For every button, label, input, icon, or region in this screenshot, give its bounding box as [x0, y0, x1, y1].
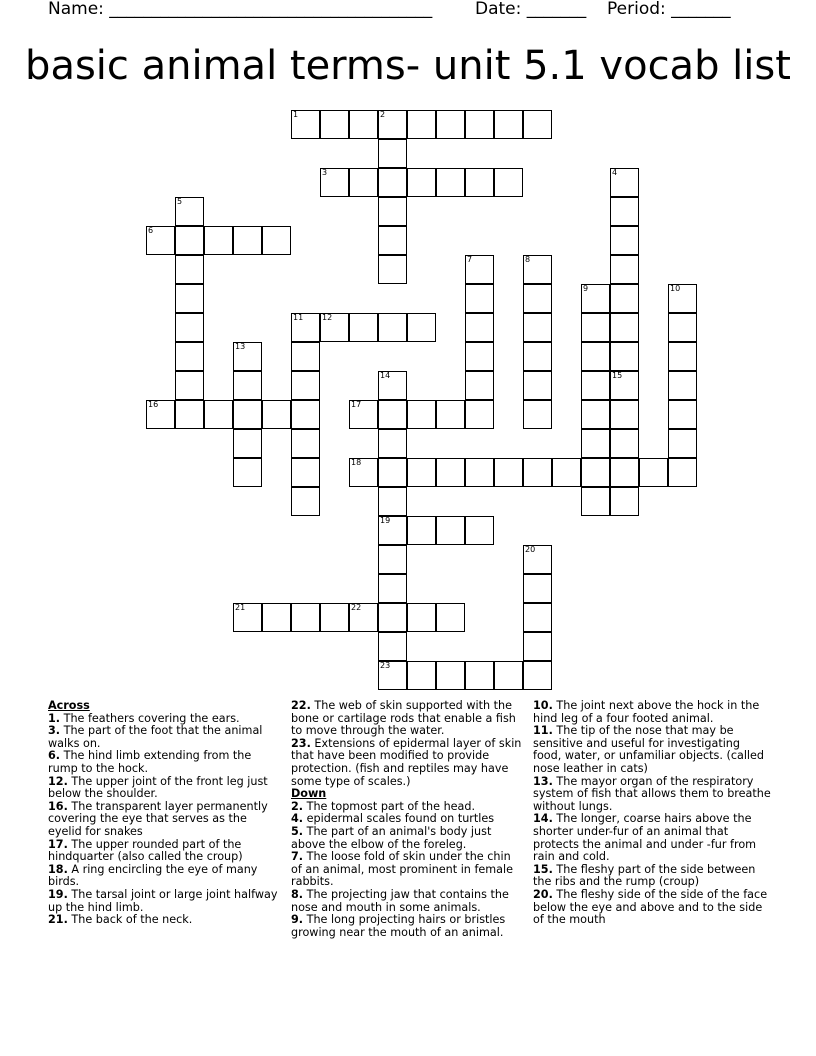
grid-cell[interactable]	[523, 400, 552, 429]
across-clue: 23. Extensions of epidermal layer of skin that have been modified to provide protection. (fish and reptiles may have some type of scales.)	[291, 736, 522, 788]
clue-number: 17	[351, 400, 362, 409]
grid-cell[interactable]	[291, 603, 320, 632]
grid-cell[interactable]	[581, 371, 610, 400]
grid-cell[interactable]	[233, 400, 262, 429]
grid-cell[interactable]	[291, 458, 320, 487]
grid-cell[interactable]	[291, 400, 320, 429]
across-clue: 17. The upper rounded part of the hindquarter (also called the croup)	[48, 837, 243, 864]
grid-cell[interactable]	[320, 168, 349, 197]
grid-cell[interactable]	[581, 313, 610, 342]
grid-cell[interactable]	[378, 429, 407, 458]
across-clue-list	[48, 713, 280, 927]
grid-cell[interactable]	[465, 516, 494, 545]
clue-number: 9	[583, 284, 589, 293]
down-clue: 20. The fleshy side of the side of the face below the eye and above and to the side of the mouth	[533, 887, 768, 927]
clue-number: 3	[322, 168, 328, 177]
grid-cell[interactable]	[349, 603, 378, 632]
clue-number: 6	[148, 226, 154, 235]
grid-cell[interactable]	[378, 487, 407, 516]
across-clue: 22. The web of skin supported with the bone or cartilage rods that enable a fish to move through the water.	[291, 699, 516, 738]
grid-cell[interactable]	[378, 313, 407, 342]
grid-cell[interactable]	[378, 632, 407, 661]
grid-cell[interactable]	[175, 313, 204, 342]
grid-cell[interactable]	[262, 400, 291, 429]
grid-cell[interactable]	[610, 458, 639, 487]
grid-cell[interactable]	[668, 429, 697, 458]
grid-cell[interactable]	[581, 284, 610, 313]
grid-cell[interactable]	[378, 168, 407, 197]
grid-cell[interactable]	[378, 603, 407, 632]
grid-cell[interactable]	[523, 545, 552, 574]
across-clue: 19. The tarsal joint or large joint halfway up the hind limb.	[48, 887, 278, 914]
grid-cell[interactable]	[465, 342, 494, 371]
grid-cell[interactable]	[320, 313, 349, 342]
grid-cell[interactable]	[639, 458, 668, 487]
grid-cell[interactable]	[523, 661, 552, 690]
across-clue: 6. The hind limb extending from the rump to the hock.	[48, 749, 252, 775]
page-title: basic animal terms- unit 5.1 vocab list	[25, 43, 791, 89]
grid-cell[interactable]	[523, 110, 552, 139]
grid-cell[interactable]	[610, 168, 639, 197]
grid-cell[interactable]	[291, 487, 320, 516]
grid-cell[interactable]	[436, 110, 465, 139]
period-label[interactable]: Period: _______	[607, 0, 731, 19]
clue-number: 12	[322, 313, 333, 322]
grid-cell[interactable]	[465, 284, 494, 313]
clue-number: 23	[380, 661, 391, 670]
grid-cell[interactable]	[320, 603, 349, 632]
grid-cell[interactable]	[407, 110, 436, 139]
grid-cell[interactable]	[233, 371, 262, 400]
across-clue: 18. A ring encircling the eye of many birds.	[48, 862, 258, 889]
grid-cell[interactable]	[610, 197, 639, 226]
across-clue: 12. The upper joint of the front leg just below the shoulder.	[48, 774, 268, 801]
across-clue: 16. The transparent layer permanently covering the eye that serves as the eyelid for snakes	[48, 799, 268, 838]
grid-cell[interactable]	[378, 197, 407, 226]
grid-cell[interactable]	[407, 400, 436, 429]
grid-cell[interactable]	[523, 313, 552, 342]
across-clue: 3. The part of the foot that the animal walks on.	[48, 724, 263, 750]
clues-column-1	[48, 700, 280, 927]
grid-cell[interactable]	[175, 342, 204, 371]
grid-cell[interactable]	[581, 487, 610, 516]
grid-cell[interactable]	[175, 255, 204, 284]
clue-number: 5	[177, 197, 183, 206]
clue-number: 21	[235, 603, 246, 612]
grid-cell[interactable]	[204, 226, 233, 255]
grid-cell[interactable]	[175, 197, 204, 226]
grid-cell[interactable]	[465, 255, 494, 284]
grid-cell[interactable]	[523, 284, 552, 313]
clues-column-3	[533, 700, 771, 927]
down-clue: 5. The part of an animal's body just above the elbow of the foreleg.	[291, 824, 492, 851]
grid-cell[interactable]	[407, 516, 436, 545]
grid-cell[interactable]	[233, 458, 262, 487]
grid-cell[interactable]	[407, 168, 436, 197]
grid-cell[interactable]	[465, 168, 494, 197]
down-clue: 10. The joint next above the hock in the hind leg of a four footed animal.	[533, 699, 760, 725]
clue-number: 19	[380, 516, 391, 525]
grid-cell[interactable]	[465, 371, 494, 400]
down-clue: 11. The tip of the nose that may be sensitive and useful for investigating food, water, or unfamiliar objects. (called nose leather in cats)	[533, 724, 765, 775]
grid-cell[interactable]	[378, 545, 407, 574]
grid-cell[interactable]	[523, 342, 552, 371]
grid-cell[interactable]	[523, 574, 552, 603]
grid-cell[interactable]	[523, 371, 552, 400]
date-label[interactable]: Date: _______	[475, 0, 587, 19]
grid-cell[interactable]	[291, 371, 320, 400]
down-clue: 15. The fleshy part of the side between the ribs and the rump (croup)	[533, 862, 756, 889]
grid-cell[interactable]	[552, 458, 581, 487]
clue-number: 7	[467, 255, 473, 264]
grid-cell[interactable]	[175, 371, 204, 400]
grid-cell[interactable]	[349, 400, 378, 429]
grid-cell[interactable]	[610, 284, 639, 313]
down-clue: 13. The mayor organ of the respiratory system of fish that allows them to breathe without lungs.	[533, 774, 771, 813]
down-clue: 9. The long projecting hairs or bristles growing near the mouth of an animal.	[291, 913, 506, 939]
down-heading: Down	[291, 787, 327, 801]
grid-cell[interactable]	[610, 255, 639, 284]
clue-number: 2	[380, 110, 386, 119]
grid-cell[interactable]	[610, 226, 639, 255]
grid-cell[interactable]	[523, 458, 552, 487]
grid-cell[interactable]	[668, 284, 697, 313]
grid-cell[interactable]	[291, 429, 320, 458]
grid-cell[interactable]	[175, 400, 204, 429]
grid-cell[interactable]	[436, 516, 465, 545]
grid-cell[interactable]	[204, 400, 233, 429]
grid-cell[interactable]	[407, 661, 436, 690]
clue-number: 4	[612, 168, 618, 177]
grid-cell[interactable]	[320, 110, 349, 139]
grid-cell[interactable]	[407, 603, 436, 632]
grid-cell[interactable]	[349, 458, 378, 487]
grid-cell[interactable]	[233, 226, 262, 255]
grid-cell[interactable]	[494, 458, 523, 487]
clue-number: 1	[293, 110, 299, 119]
grid-cell[interactable]	[668, 458, 697, 487]
grid-cell[interactable]	[465, 458, 494, 487]
grid-cell[interactable]	[378, 516, 407, 545]
down-clue-list	[291, 801, 523, 940]
grid-cell[interactable]	[349, 110, 378, 139]
clue-number: 8	[525, 255, 531, 264]
grid-cell[interactable]	[465, 661, 494, 690]
grid-cell[interactable]	[262, 226, 291, 255]
grid-cell[interactable]	[378, 371, 407, 400]
grid-cell[interactable]	[610, 313, 639, 342]
clue-number: 11	[293, 313, 304, 322]
grid-cell[interactable]	[668, 313, 697, 342]
grid-cell[interactable]	[349, 168, 378, 197]
clue-number: 13	[235, 342, 246, 351]
grid-cell[interactable]	[581, 429, 610, 458]
grid-cell[interactable]	[668, 400, 697, 429]
clue-number: 22	[351, 603, 362, 612]
grid-cell[interactable]	[378, 400, 407, 429]
down-clue: 4. epidermal scales found on turtles	[291, 812, 495, 826]
grid-cell[interactable]	[436, 661, 465, 690]
grid-cell[interactable]	[233, 429, 262, 458]
grid-cell[interactable]	[523, 632, 552, 661]
grid-cell[interactable]	[378, 139, 407, 168]
clue-number: 14	[380, 371, 391, 380]
down-clue: 2. The topmost part of the head.	[291, 799, 476, 813]
grid-cell[interactable]	[494, 168, 523, 197]
grid-cell[interactable]	[494, 661, 523, 690]
across-clue: 1. The feathers covering the ears.	[48, 711, 240, 725]
grid-cell[interactable]	[378, 458, 407, 487]
grid-cell[interactable]	[378, 574, 407, 603]
grid-cell[interactable]	[146, 400, 175, 429]
grid-cell[interactable]	[378, 226, 407, 255]
grid-cell[interactable]	[581, 342, 610, 371]
grid-cell[interactable]	[378, 661, 407, 690]
grid-cell[interactable]	[436, 168, 465, 197]
grid-cell[interactable]	[175, 226, 204, 255]
grid-cell[interactable]	[465, 110, 494, 139]
across-heading: Across	[48, 699, 90, 712]
grid-cell[interactable]	[233, 603, 262, 632]
grid-cell[interactable]	[610, 400, 639, 429]
clues-column-2	[291, 700, 523, 939]
grid-cell[interactable]	[668, 371, 697, 400]
grid-cell[interactable]	[436, 603, 465, 632]
grid-cell[interactable]	[291, 342, 320, 371]
grid-cell[interactable]	[581, 458, 610, 487]
grid-cell[interactable]	[523, 603, 552, 632]
grid-cell[interactable]	[349, 313, 378, 342]
grid-cell[interactable]	[465, 400, 494, 429]
across-clue: 21. The back of the neck.	[48, 913, 193, 927]
grid-cell[interactable]	[291, 313, 320, 342]
clue-number: 20	[525, 545, 536, 554]
grid-cell[interactable]	[262, 603, 291, 632]
grid-cell[interactable]	[610, 342, 639, 371]
grid-cell[interactable]	[407, 313, 436, 342]
down-clue: 7. The loose fold of skin under the chin of an animal, most prominent in female rabbits.	[291, 850, 514, 889]
down-clue: 14. The longer, coarse hairs above the shorter under-fur of an animal that protects the animal and under -fur from rain and cold.	[533, 812, 757, 864]
clue-number: 15	[612, 371, 623, 380]
clue-number: 10	[670, 284, 681, 293]
grid-cell[interactable]	[610, 429, 639, 458]
clue-number: 16	[148, 400, 159, 409]
grid-cell[interactable]	[378, 110, 407, 139]
grid-cell[interactable]	[465, 313, 494, 342]
grid-cell[interactable]	[610, 371, 639, 400]
grid-cell[interactable]	[436, 458, 465, 487]
grid-cell[interactable]	[175, 284, 204, 313]
name-label[interactable]: Name: ______________________________________	[48, 0, 433, 19]
grid-cell[interactable]	[668, 342, 697, 371]
grid-cell[interactable]	[233, 342, 262, 371]
grid-cell[interactable]	[436, 400, 465, 429]
grid-cell[interactable]	[378, 255, 407, 284]
grid-cell[interactable]	[146, 226, 175, 255]
grid-cell[interactable]	[494, 110, 523, 139]
down-clue: 8. The projecting jaw that contains the nose and mouth in some animals.	[291, 887, 509, 914]
grid-cell[interactable]	[291, 110, 320, 139]
grid-cell[interactable]	[523, 255, 552, 284]
grid-cell[interactable]	[407, 458, 436, 487]
clue-number: 18	[351, 458, 362, 467]
grid-cell[interactable]	[610, 487, 639, 516]
grid-cell[interactable]	[581, 400, 610, 429]
